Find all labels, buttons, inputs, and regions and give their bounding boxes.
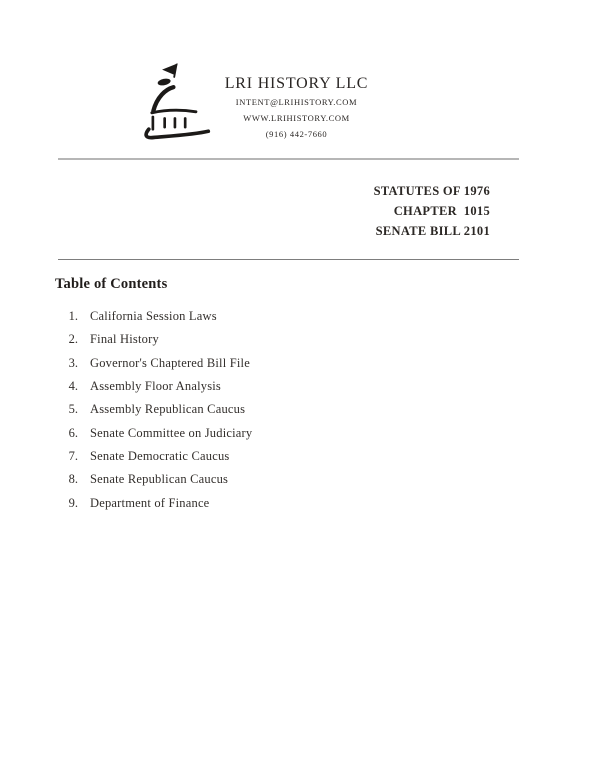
toc-item-number: 8.: [68, 472, 78, 487]
chapter-line: CHAPTER 1015: [393, 204, 490, 218]
toc-item-label: Assembly Republican Caucus: [90, 402, 246, 417]
toc-item-number: 7.: [68, 448, 78, 463]
toc-item: [55, 305, 455, 328]
toc-item-label: Governor's Chaptered Bill File: [90, 355, 250, 370]
letterhead-phone: (916) 442-7660: [265, 129, 328, 139]
toc-item: [55, 375, 455, 398]
toc-item: [55, 328, 455, 351]
toc-item-label: Department of Finance: [90, 495, 210, 510]
toc-item-label: Assembly Floor Analysis: [90, 379, 221, 394]
toc-item-number: 1.: [68, 309, 78, 324]
toc-item: [55, 421, 455, 444]
toc-list: [55, 305, 455, 515]
toc-item: [55, 445, 455, 468]
toc-item-label: Senate Committee on Judiciary: [90, 425, 253, 440]
letterhead: [219, 74, 374, 142]
toc-item-number: 5.: [68, 402, 78, 417]
letterhead-email: INTENT@LRIHISTORY.COM: [235, 97, 358, 107]
toc-item: [55, 352, 455, 375]
toc-item-label: Final History: [90, 332, 159, 347]
toc-item-number: 4.: [68, 379, 78, 394]
toc-title: Table of Contents: [55, 276, 168, 292]
toc-item-label: California Session Laws: [90, 309, 217, 324]
senate-bill-line: SENATE BILL 2101: [375, 224, 490, 238]
toc-item-number: 3.: [68, 355, 78, 370]
company-name: LRI HISTORY LLC: [224, 75, 369, 92]
statutes-line: STATUTES OF 1976: [373, 184, 490, 198]
horizontal-rule-top: [58, 158, 519, 160]
toc-item-number: 2.: [68, 332, 78, 347]
toc-item: [55, 398, 455, 421]
toc-item-label: Senate Democratic Caucus: [90, 448, 230, 463]
bill-reference-block: [374, 181, 490, 241]
toc-item: [55, 491, 455, 514]
toc-item-number: 9.: [68, 495, 78, 510]
letterhead-website: WWW.LRIHISTORY.COM: [243, 113, 350, 123]
horizontal-rule-bottom: [58, 259, 519, 260]
toc-item-label: Senate Republican Caucus: [90, 472, 229, 487]
capitol-dome-logo-icon: [142, 61, 214, 141]
toc-item: [55, 468, 455, 491]
toc-item-number: 6.: [68, 425, 78, 440]
